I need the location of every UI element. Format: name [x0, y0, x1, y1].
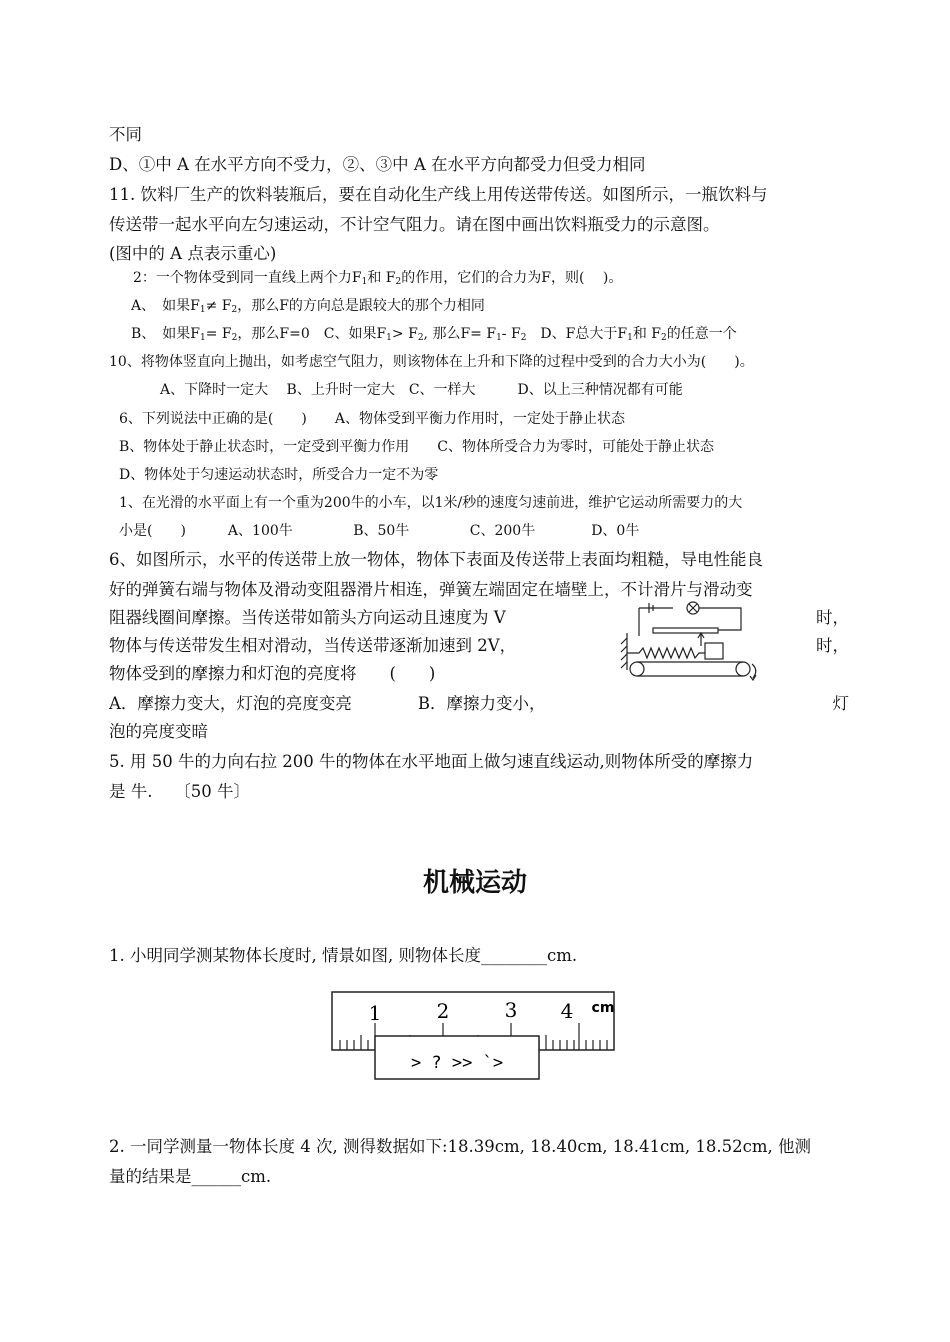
question-10-options: A、下降时一定大 B、上升时一定大 C、一样大 D、以上三种情况都有可能: [160, 382, 683, 398]
question-11-line: 11. 饮料厂生产的饮料装瓶后，要在自动化生产线上用传送带传送。如图所示，一瓶饮料与: [109, 185, 768, 204]
question-6b-line: 泡的亮度变暗: [109, 722, 208, 741]
question-11-line: 传送带一起水平向左匀速运动，不计空气阻力。请在图中画出饮料瓶受力的示意图。: [109, 215, 720, 234]
conveyor-circuit-figure: [613, 598, 773, 688]
question-6b-line: 6、如图所示，水平的传送带上放一物体，物体下表面及传送带上表面均粗糙，导电性能良: [109, 550, 763, 569]
question-2-options-bcd: B、 如果$F_1= F_2$，那么F=0 C、如果$F_1> F_2$, 那么$F= F_1-$ $F_2$ D、F总大于$F_1$和 $F_2$的任意一个: [131, 326, 737, 343]
question-1-line: 1、在光滑的水平面上有一个重为200牛的小车，以1米/秒的速度匀速前进，维护它运动所需要力的大: [119, 495, 743, 511]
question-6-line: B、物体处于静止状态时，一定受到平衡力作用 C、物体所受合力为零时，可能处于静止状态: [119, 439, 714, 455]
question-11-note: (图中的 A 点表示重心): [109, 244, 277, 263]
ruler-unit: cm: [591, 1000, 615, 1016]
question-5-line: 是 牛. 〔50 牛〕: [109, 782, 250, 801]
text-line: 不同: [109, 125, 142, 144]
question-6-line: D、物体处于匀速运动状态时，所受合力一定不为零: [119, 467, 439, 483]
question-2-stem: 2：一个物体受到同一直线上两个力$F_1$和 $F_2$的作用，它们的合力为F，则( )。: [133, 270, 623, 287]
ruler-label-3: 3: [504, 998, 518, 1022]
question-1-options: 小是( ) A、100牛 B、50牛 C、200牛 D、0牛: [119, 523, 640, 539]
question-6b-line: 物体受到的摩擦力和灯泡的亮度将 ( ): [109, 664, 436, 683]
mechanics-question-1: 1. 小明同学测某物体长度时, 情景如图, 则物体长度________cm.: [109, 946, 578, 965]
question-6b-line: 好的弹簧右端与物体及滑动变阻器滑片相连，弹簧左端固定在墙壁上，不计滑片与滑动变: [109, 580, 753, 599]
question-6b-options: A．摩擦力变大，灯泡的亮度变亮 B．摩擦力变小， 灯: [109, 694, 849, 713]
section-title: 机械运动: [422, 868, 527, 898]
question-5-line: 5. 用 50 牛的力向右拉 200 牛的物体在水平地面上做匀速直线运动,则物体所受的摩擦力: [109, 752, 754, 771]
mechanics-question-2: 量的结果是______cm.: [109, 1167, 272, 1186]
ruler-figure: [328, 988, 618, 1083]
question-6b-line: 阻器线圈间摩擦。当传送带如箭头方向运动且速度为 V 时，: [109, 608, 849, 627]
ruler-label-2: 2: [436, 999, 450, 1023]
mechanics-question-2: 2. 一同学测量一物体长度 4 次, 测得数据如下:18.39cm, 18.40cm, 18.41cm, 18.52cm, 他测: [109, 1137, 811, 1156]
object-markings: > ? >> `>: [410, 1053, 504, 1073]
question-2-option-a: A、 如果$F_1\ne F_2$，那么F的方向总是跟较大的那个力相同: [131, 298, 485, 315]
question-10-stem: 10、将物体竖直向上抛出，如考虑空气阻力，则该物体在上升和下降的过程中受到的合力大小为( )。: [109, 354, 754, 370]
question-6-line: 6、下列说法中正确的是( ) A、物体受到平衡力作用时，一定处于静止状态: [119, 411, 625, 427]
question-6b-line: 物体与传送带发生相对滑动，当传送带逐渐加速到 2V， 时，: [109, 636, 849, 655]
ruler-label-4: 4: [560, 999, 574, 1023]
option-d-line: D、①中 A 在水平方向不受力，②、③中 A 在水平方向都受力但受力相同: [109, 155, 646, 174]
ruler-label-1: 1: [368, 1001, 382, 1025]
